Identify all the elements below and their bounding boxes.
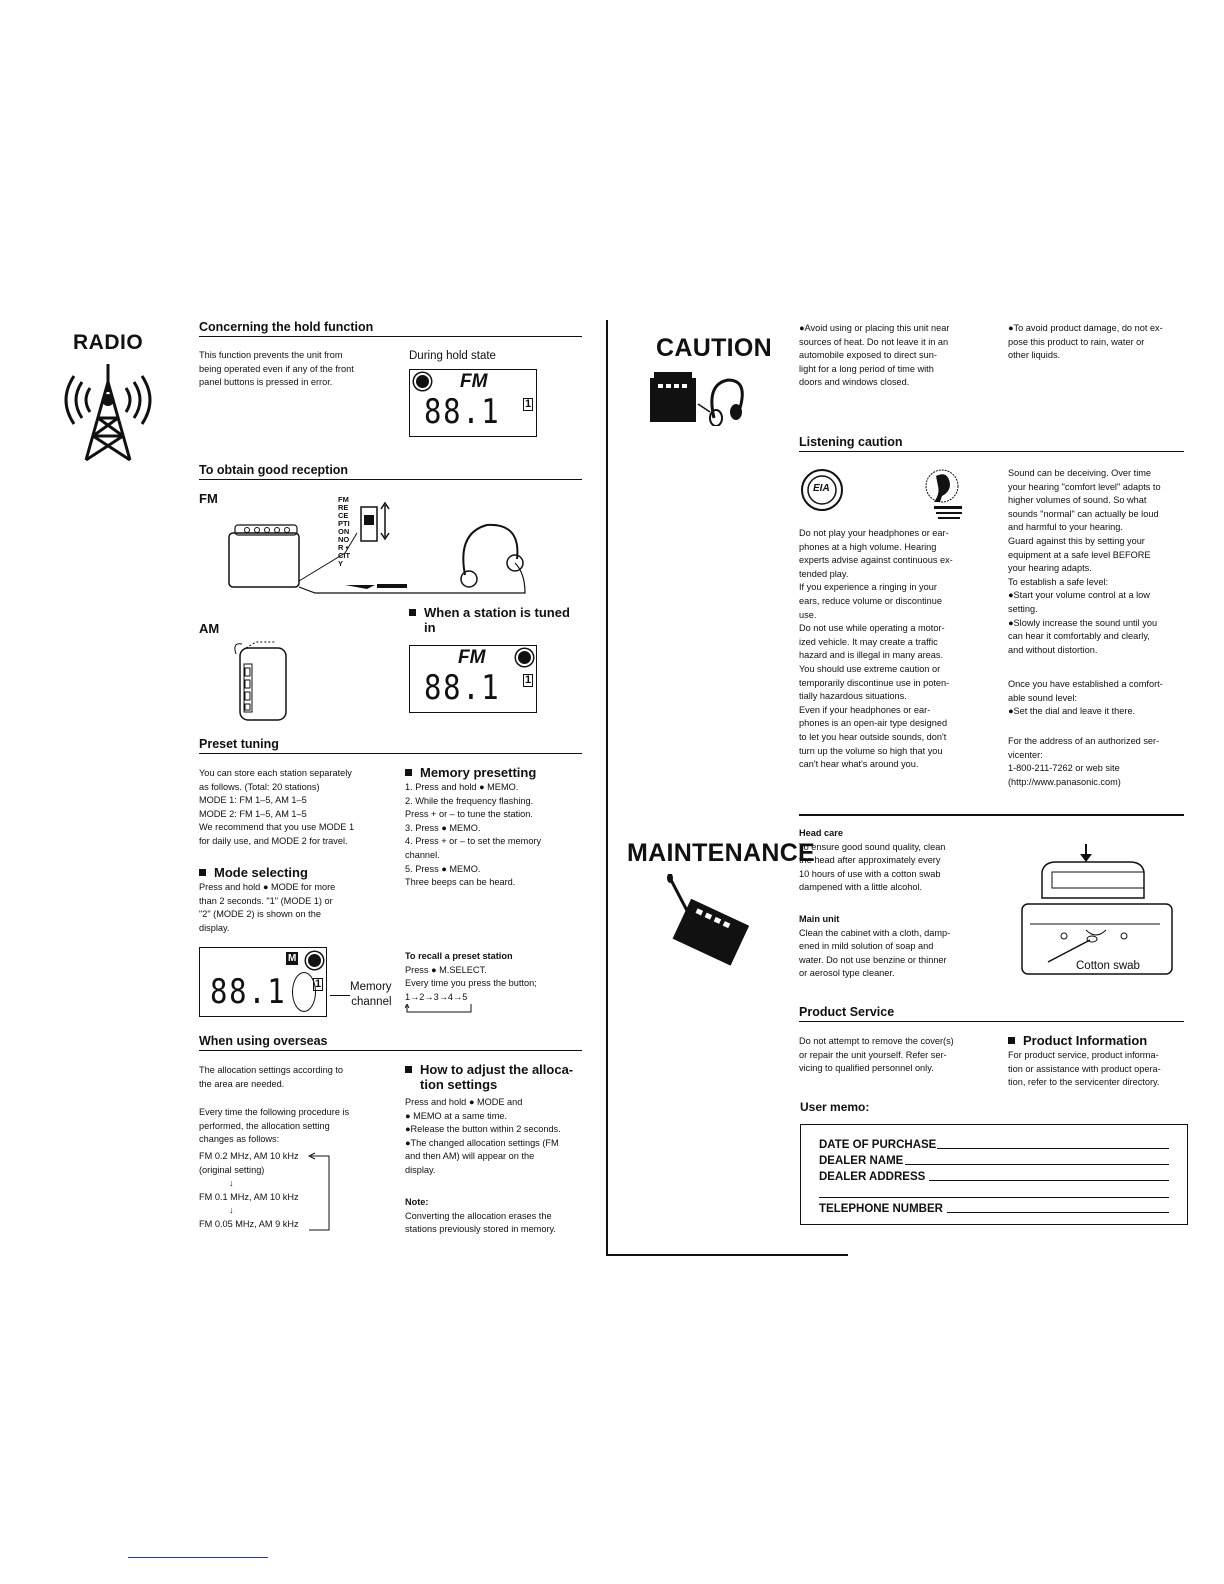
memory-heading: Memory presetting: [405, 765, 536, 780]
overseas-heading: When using overseas: [199, 1034, 582, 1051]
maintenance-title: MAINTENANCE: [627, 839, 816, 867]
allocation-cycle-arrow: [305, 1150, 335, 1236]
tuned-band: FM: [458, 647, 486, 668]
mode-heading: Mode selecting: [199, 865, 308, 880]
eia-logo-text: EIA: [813, 483, 830, 494]
listening-text4: For the address of an authorized ser- vicenter: 1-800-211-7262 or web site (http://www.panasonic.com): [1008, 736, 1160, 787]
reception-heading: To obtain good reception: [199, 463, 582, 480]
caution-walkman-icon: [648, 364, 748, 426]
maintenance-rule: [799, 814, 1184, 816]
mode-text: Press and hold ● MODE for more than 2 seconds. "1" (MODE 1) or "2" (MODE 2) is shown on the display.: [199, 882, 336, 933]
hold-indicator: [414, 373, 431, 390]
page-bottom-rule: [606, 1254, 848, 1256]
product-info-heading: Product Information: [1008, 1033, 1147, 1048]
listening-text1: Do not play your headphones or ear- phones at a high volume. Hearing experts advise against continuous ex- tended play. If you experience a ringing in your ears, reduce volume or discontinue use. Do not use while operating a motor- ized vehicle. It may create a traffic hazard and is illegal in many areas. You should use extreme caution or temporarily discontinue use in poten- tially hazardous situations. Even if your headphones or ear- phones is an open-air type designed to let you hear outside sounds, don't turn up the volume so high that you can't hear what's around you.: [799, 528, 953, 770]
user-memo-box: [800, 1124, 1188, 1225]
tuned-heading: When a station is tuned in: [409, 605, 570, 635]
tuned-indicator: [516, 649, 533, 666]
overseas-text: The allocation settings according to the area are needed.: [199, 1065, 344, 1089]
service-heading: Product Service: [799, 1005, 1184, 1022]
memo-telephone-number[interactable]: TELEPHONE NUMBER: [819, 1203, 1169, 1215]
memory-steps: 1. Press and hold ● MEMO. 2. While the frequency flashing. Press + or – to tune the station. 3. Press ● MEMO. 4. Press + or – to set the memory channel. 5. Press ● MEMO. Three beeps can be heard.: [405, 782, 542, 888]
main-unit-block: Main unit Clean the cabinet with a cloth, damp- ened in mild solution of soap and water. Do not use benzine or thinner or aerosol type cleaner.: [799, 914, 951, 979]
am-label: AM: [199, 621, 220, 636]
memo-date-of-purchase[interactable]: DATE OF PURCHASE: [819, 1139, 1169, 1151]
preset-indicator: [306, 952, 323, 969]
fm-label: FM: [199, 491, 218, 506]
user-memo-label: User memo:: [800, 1100, 870, 1114]
listening-text2: Sound can be deceiving. Over time your hearing "comfort level" adapts to higher volumes of sound. So what sounds "normal" can actually be loud and harmful to your hearing. Guard against this by setting your equipment at a safe level BEFORE your hearing adapts. To establish a safe level: ●Start your volume control at a low setting. ●Slowly increase the sound until you can hear it comfortably and clearly, and without distortion.: [1008, 468, 1161, 655]
preset-frequency: 88.1: [210, 972, 287, 1012]
head-care-block: Head care To ensure good sound quality, clean the head after approximately every 10 hours of use with a cotton swab dampened with a little alcohol.: [799, 828, 946, 893]
fm-radio-illustration: [225, 493, 555, 601]
adjust-text: Press and hold ● MODE and ● MEMO at a same time. ●Release the button within 2 seconds. ●The changed allocation settings (FM and then AM) will appear on the display.: [405, 1097, 561, 1175]
memo-dealer-name[interactable]: DEALER NAME: [819, 1155, 1169, 1167]
preset-text: You can store each station separately as follows. (Total: 20 stations) MODE 1: FM 1–5, AM 1–5 MODE 2: FM 1–5, AM 1–5 We recommend that you use MODE 1 for daily use, and MODE 2 for travel.: [199, 768, 355, 846]
memo-blank-line[interactable]: [819, 1197, 1169, 1198]
head-cleaning-illustration: [1020, 840, 1176, 978]
note-block: Note: Converting the allocation erases the stations previously stored in memory.: [405, 1197, 556, 1235]
memo-dealer-address[interactable]: DEALER ADDRESS: [819, 1171, 1169, 1183]
caution-col2: ●To avoid product damage, do not ex- pose this product to rain, water or other liquids.: [1008, 323, 1163, 361]
bottom-link-line: [128, 1557, 268, 1558]
hold-frequency: 88.1: [424, 392, 501, 432]
preset-mem-indicator: M: [288, 953, 297, 964]
page-divider: [606, 320, 608, 1255]
preset-channel: 1: [315, 978, 322, 990]
listening-logo-icon: [918, 466, 972, 522]
caution-col1: ●Avoid using or placing this unit near sources of heat. Do not leave it in an automobile exposed to direct sun- light for a long period of time with doors and windows closed.: [799, 323, 950, 388]
maintenance-cleaning-icon: [660, 874, 750, 966]
tuned-lcd: [409, 645, 537, 713]
listening-text3: Once you have established a comfort- able sound level: ●Set the dial and leave it there.: [1008, 679, 1163, 717]
recall-loop-arrow: [405, 1004, 477, 1016]
memory-channel-label: Memory channel: [350, 981, 392, 1008]
hold-heading: Concerning the hold function: [199, 320, 582, 337]
adjust-heading: How to adjust the alloca- tion settings: [405, 1062, 573, 1092]
recall-block: To recall a preset station Press ● M.SELECT. Every time you press the button; 1→2→3→4→5: [405, 951, 537, 1002]
product-info-text: For product service, product informa- tion or assistance with product opera- tion, refer to the servicenter directory.: [1008, 1050, 1161, 1088]
memory-channel-leader: [330, 995, 350, 996]
hold-lcd: [409, 369, 537, 437]
hold-channel: 1: [525, 398, 532, 410]
radio-tower-icon: [60, 362, 156, 462]
hold-during-label: During hold state: [409, 350, 496, 362]
radio-title: RADIO: [73, 331, 144, 354]
service-text: Do not attempt to remove the cover(s) or repair the unit yourself. Refer ser- vicing to qualified personnel only.: [799, 1036, 954, 1074]
cotton-swab-label: Cotton swab: [1076, 960, 1140, 972]
preset-lcd: [199, 947, 327, 1017]
overseas-procedure: Every time the following procedure is performed, the allocation setting changes as follows:: [199, 1107, 350, 1145]
fm-reception-switch-label: FM RECEPTION NOR • CITY: [338, 495, 351, 568]
am-radio-illustration: [228, 638, 292, 724]
listening-heading: Listening caution: [799, 435, 1184, 452]
tuned-channel: 1: [525, 674, 532, 686]
hold-band: FM: [460, 371, 488, 392]
hold-text: This function prevents the unit from being operated even if any of the front panel buttons is pressed in error.: [199, 350, 354, 388]
allocation-steps: FM 0.2 MHz, AM 10 kHz (original setting) ↓ FM 0.1 MHz, AM 10 kHz ↓ FM 0.05 MHz, AM 9 kHz: [199, 1151, 299, 1229]
preset-heading: Preset tuning: [199, 737, 582, 754]
caution-title: CAUTION: [656, 334, 772, 362]
tuned-frequency: 88.1: [424, 668, 501, 708]
